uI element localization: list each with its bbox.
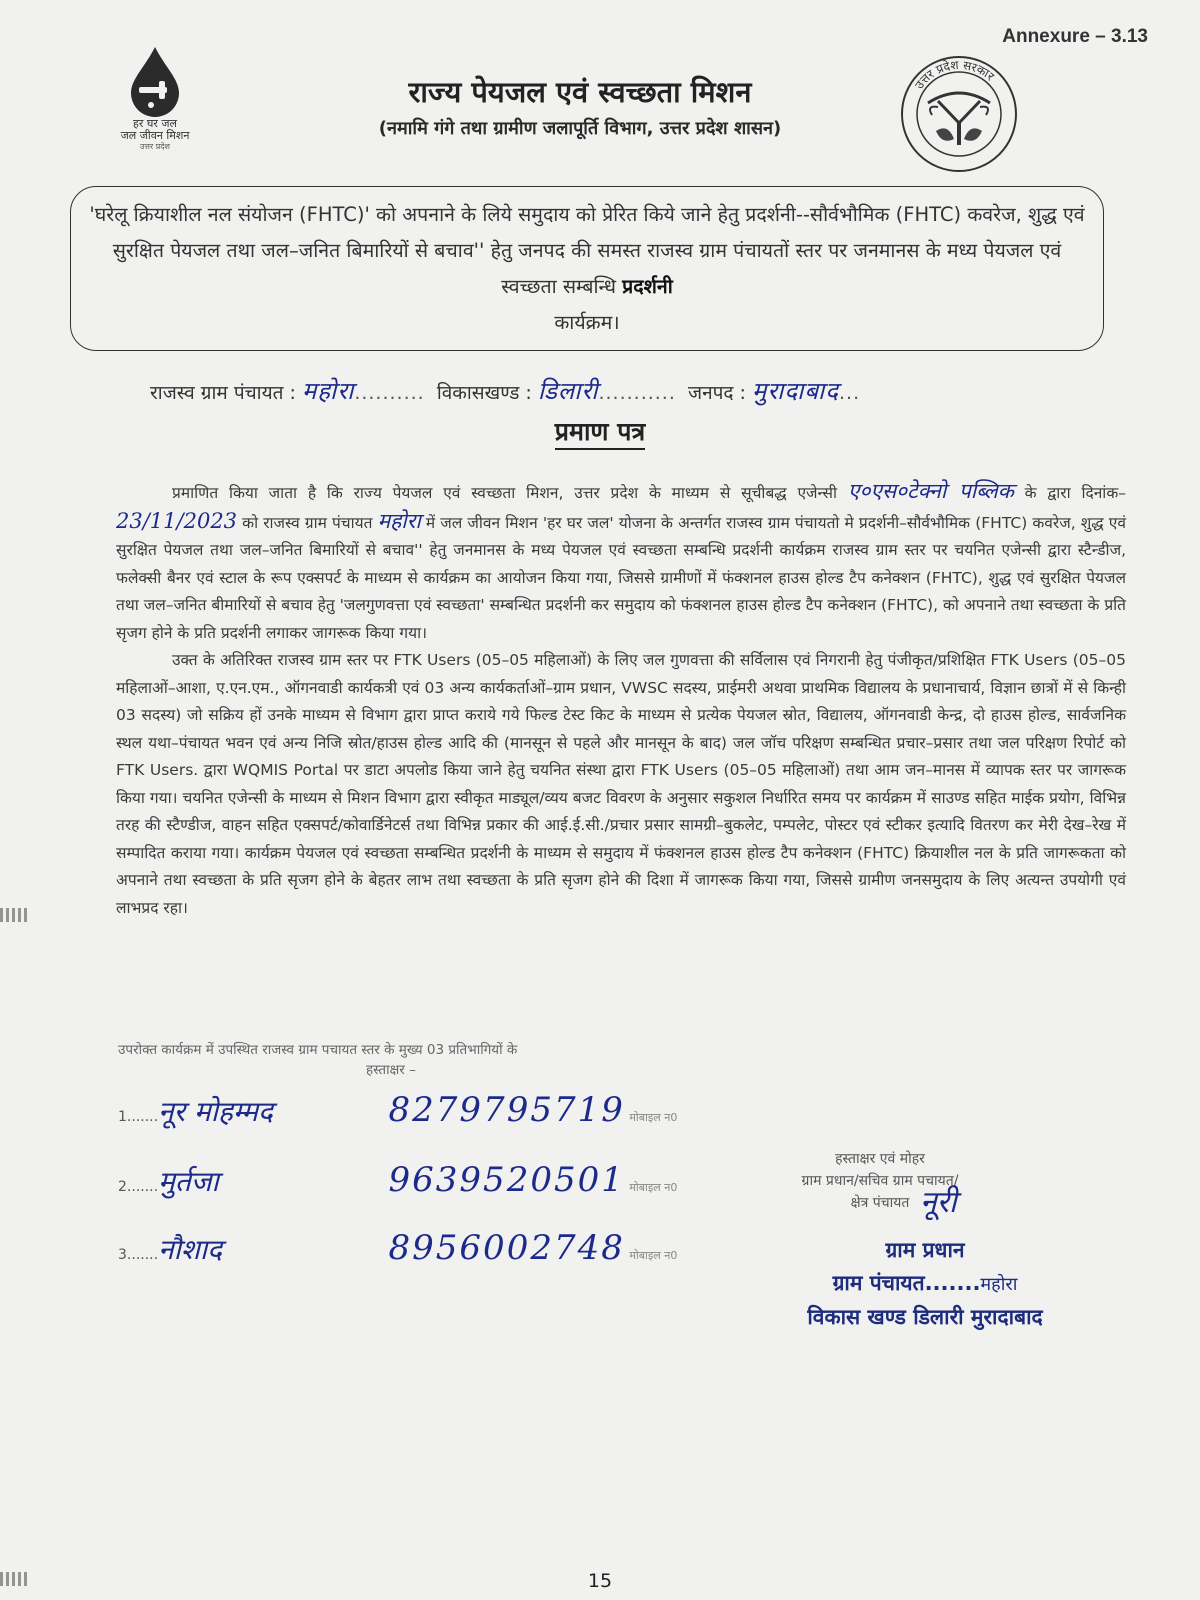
logo-caption-1: हर घर जल (133, 117, 177, 130)
attendee-name: नूर मोहम्मद (158, 1095, 273, 1128)
location-fields: राजस्व ग्राम पंचायत : महोरा.......... विकासखण्ड : डिलारी........... जनपद : मुरादाबाद... (150, 377, 861, 405)
scan-edge-mark (0, 908, 30, 922)
headline-tail: कार्यक्रम। (554, 311, 620, 334)
vikaskhand-value: डिलारी (537, 377, 599, 405)
attendee-name: मुर्तजा (158, 1165, 219, 1198)
program-date: 23/11/2023 (116, 508, 238, 533)
har-ghar-jal-logo (100, 45, 210, 151)
attendee-row: 3.......नौशाद 8956002748 मोबाइल न0 (118, 1228, 678, 1268)
agency-name: ए०एस०टेक्नो पब्लिक (847, 479, 1014, 503)
program-headline (70, 186, 1104, 351)
village-name: महोरा (377, 508, 421, 533)
pradhan-stamp: ग्राम प्रधान ग्राम पंचायत.......महोरा विकास खण्ड डिलारी मुरादाबाद (807, 1238, 1043, 1329)
body-paragraph-2: उक्त के अतिरिक्त राजस्व ग्राम स्तर पर FTK Users (05–05 महिलाओं) के लिए जल गुणवत्ता की सर्विलास एवं निगरानी हेतु पंजीकृत/प्रशिक्षित FTK Users (05–05 महिलाओं–आशा, ए.एन.एम., ऑगनवाडी कार्यकत्री एवं 03 अन्य कार्यकर्ताओं–ग्राम प्रधान, VWSC सदस्य, प्राईमरी अथवा प्राथमिक विद्यालय के प्रधानाचार्य, विज्ञान छात्रों में से किन्ही 03 सदस्य) जो सक्रिय हों उनके माध्यम से विभाग द्वारा प्राप्त कराये गये फिल्ड टेस्ट किट के माध्यम से प्रत्येक पेयजल स्रोत, विद्यालय, ऑगनवाडी केन्द्र, दो हाउस होल्ड, सार्वजनिक स्थल यथा–पंचायत भवन एवं अन्य निजि स्रोत/हाउस होल्ड आदि की (मानसून से पहले और मानसून के बाद) जल जॉच परिक्षण सम्बन्धित प्रचार–प्रसार तथा जल परिक्षण रिपोर्ट को FTK Users. द्वारा WQMIS Portal पर डाटा अपलोड किया जाने हेतु चयनित संस्था द्वारा FTK Users (05–05 महिलाओं) तथा आम जन–मानस में व्यापक स्तर पर जागरूक किया गया। चयनित एजेन्सी के माध्यम से मिशन विभाग द्वारा स्वीकृत माड्यूल/व्यय बजट विवरण के अनुसार सकुशल निर्धारित समय पर कार्यक्रम में साउण्ड सहित माईक प्रयोग, विभिन्न तरह की स्टैण्डीज, वाहन सहित एक्सपर्ट/कोवार्डिनेटर्स तथा विभिन्न प्रकार की आई.ई.सी./प्रचार प्रसार सामग्री–बुकलेट, पम्पलेट, पोस्टर एवं स्टीकर इत्यादि वितरण कर मेरी देख–रेख में सम्पादित कराया गया। कार्यक्रम पेयजल एवं स्वच्छता सम्बन्धित प्रदर्शनी के माध्यम से समुदाय में फंक्शनल हाउस होल्ड टैप कनेक्शन (FHTC) क्रियाशील नल के प्रति जागरूकता को अपनाने तथा स्वच्छता के प्रति सृजग होने के बेहतर लाभ तथा स्वच्छता के प्रति सृजग होने की दिशा में जागरूक किया गया, जिससे ग्रामीण जनसमुदाय के लिए अत्यन्त उपयोगी एवं लाभप्रद रहा। (116, 651, 1126, 917)
page-number: 15 (587, 1570, 613, 1592)
janpad-value: मुरादाबाद (752, 377, 840, 405)
svg-text:उत्तर प्रदेश सरकार: उत्तर प्रदेश सरकार (912, 57, 997, 92)
emblem-icon (898, 53, 1020, 175)
certificate-body (116, 478, 1126, 922)
up-government-emblem (898, 53, 1020, 175)
body-paragraph-1: प्रमाणित किया जाता है कि राज्य पेयजल एवं स्वच्छता मिशन, उत्तर प्रदेश के माध्यम से सूचीबद्ध एजेन्सी ए०एस०टेक्नो पब्लिक के द्वारा दिनांक– 23/11/2023 को राजस्व ग्राम पंचायत महोरा में जल जीवन मिशन 'हर घर जल' योजना के अन्तर्गत राजस्व ग्राम पंचायतो मे प्रदर्शनी–सौर्वभौमिक (FHTC) कवरेज, शुद्ध एवं सुरक्षित पेयजल तथा जल–जनित बिमारियों से बचाव'' हेतु जनमानस के मध्य पेयजल एवं स्वच्छता सम्बन्धि प्रदर्शनी कार्यक्रम राजस्व ग्राम स्तर पर चयनित एजेन्सी द्वारा स्टैन्डीज, फलेक्सी बैनर एवं स्टाल के रूप एक्सपर्ट के माध्यम से कार्यक्रम का आयोजन किया गया, जिससे ग्रामीणों में फंक्शनल हाउस होल्ड टैप कनेक्शन (FHTC), शुद्ध एवं सुरक्षित पेयजल तथा जल–जनित बीमारियों से बचाव हेतु 'जलगुणवत्ता एवं स्वच्छता' सम्बन्धित प्रदर्शनी कर समुदाय को फंक्शनल हाउस होल्ड टैप कनेक्शन (FHTC), को अपनाने तथा स्वच्छता के प्रति सृजग होने के प्रति प्रदर्शनी लगाकर जागरूक किया गया। (116, 479, 1127, 642)
mission-title: राज्य पेयजल एवं स्वच्छता मिशन (408, 75, 752, 109)
vikaskhand-label: विकासखण्ड : (436, 382, 532, 404)
janpad-label: जनपद : (687, 382, 746, 404)
pradhan-signature: नूरी (920, 1185, 957, 1220)
gram-panchayat-label: राजस्व ग्राम पंचायत : (150, 382, 296, 404)
attendee-name: नौशाद (158, 1233, 223, 1266)
attendee-phone: 8279795719 (388, 1090, 625, 1130)
signature-seal-block: हस्ताक्षर एवं मोहर ग्राम प्रधान/सचिव ग्राम पचायत/ क्षेत्र पंचायत (801, 1151, 959, 1211)
logo-caption-3: उत्तर प्रदेश (140, 142, 170, 151)
attendee-phone: 9639520501 (388, 1160, 625, 1200)
attendee-row: 1.......नूर मोहम्मद 8279795719 मोबाइल न0 (118, 1090, 678, 1130)
water-drop-icon (125, 45, 185, 117)
attendees-heading: उपरोक्त कार्यक्रम में उपस्थित राजस्व ग्राम पचायत स्तर के मुख्य 03 प्रतिभागियों के हस्ताक्षर – (118, 1042, 518, 1078)
mission-subtitle: (नमामि गंगे तथा ग्रामीण जलापूर्ति विभाग, उत्तर प्रदेश शासन) (378, 118, 782, 139)
logo-caption-2: जल जीवन मिशन (120, 129, 190, 142)
headline-text: 'घरेलू क्रियाशील नल संयोजन (FHTC)' को अपनाने के लिये समुदाय को प्रेरित किये जाने हेतु प्रदर्शनी--सौर्वभौमिक (FHTC) कवरेज, शुद्ध एवं सुरक्षित पेयजल तथा जल–जनित बिमारियों से बचाव'' हेतु जनपद की समस्त राजस्व ग्राम पंचायतों स्तर पर जनमानस के मध्य पेयजल एवं स्वच्छता सम्बन्धि (89, 203, 1085, 298)
gram-panchayat-value: महोरा (301, 377, 355, 405)
annexure-label: Annexure – 3.13 (1002, 26, 1148, 47)
attendee-row: 2.......मुर्तजा 9639520501 मोबाइल न0 (118, 1160, 678, 1200)
certificate-title: प्रमाण पत्र (0, 414, 1200, 448)
headline-bold: प्रदर्शनी (622, 275, 673, 298)
attendee-phone: 8956002748 (388, 1228, 625, 1268)
